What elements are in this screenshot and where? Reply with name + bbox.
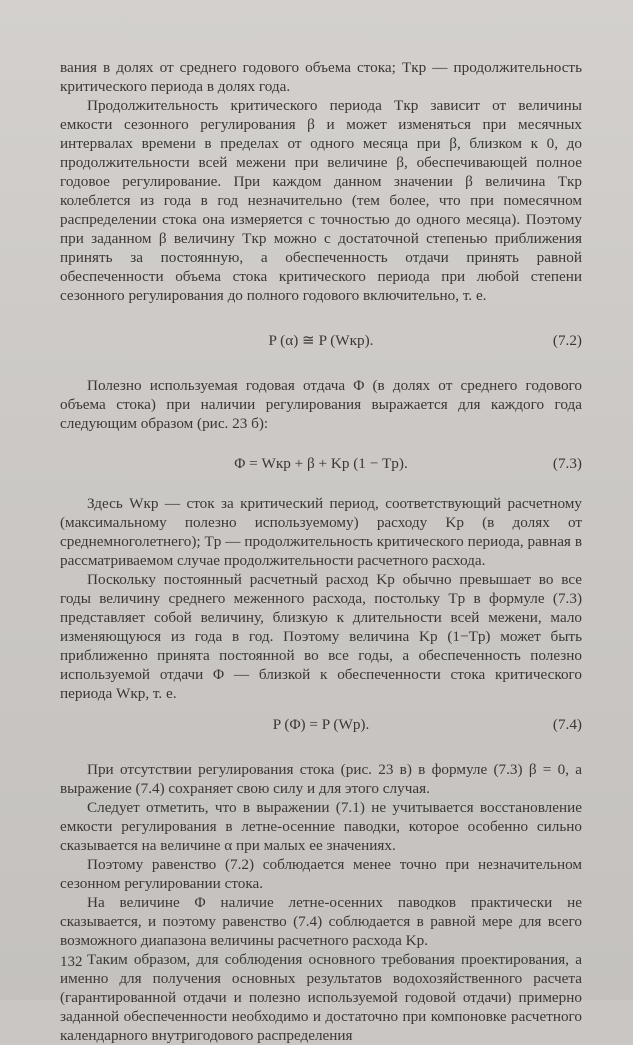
formula-number: (7.4) [552, 716, 582, 733]
page-number: 132 [60, 954, 83, 970]
paragraph-4: Здесь Wкр — сток за критический период, соответствующий расчетному (максимальному полезно используемому) расходу Kр (в долях от среднемноголетнего); Tр — продолжительность критического периода, равная в рассматриваемом случае продолжительности расчетного расхода. [60, 495, 582, 569]
formula-7-3 [60, 454, 582, 473]
paragraph-8: Поэтому равенство (7.2) соблюдается менее точно при незначительном сезонном регулировании стока. [60, 856, 582, 892]
formula-7-2 [60, 331, 582, 350]
paragraph-1: вания в долях от среднего годового объема стока; Tкр — продолжительность критического периода в долях года. [60, 59, 582, 95]
formula-expression: P (Φ) = P (Wр). [272, 716, 370, 733]
formula-number: (7.3) [552, 455, 582, 472]
paragraph-2: Продолжительность критического периода Tкр зависит от величины емкости сезонного регулирования β и может изменяться при месячных интервалах времени в пределах от одного месяца при β, близком к 0, до продолжительности всей межени при величине β, обеспечивающей полное годовое регулирование. При каждом данном значении β величина Tкр колеблется из года в год незначительно (тем более, что при помесячном распределении стока она измеряется с точностью до одного месяца). Поэтому при заданном β величину Tкр можно с достаточной степенью приближения принять за постоянную, а обеспеченность отдачи принять равной обеспеченности объема стока критического периода при любой степени сезонного регулирования до полного годового включительно, т. е. [60, 97, 582, 304]
paragraph-9: На величине Φ наличие летне-осенних паводков практически не сказывается, и поэтому равенство (7.4) соблюдается в равной мере для всего возможного диапазона величины расчетного расхода Kр. [60, 894, 582, 949]
formula-number: (7.2) [552, 332, 582, 349]
paragraph-3: Полезно используемая годовая отдача Φ (в долях от среднего годового объема стока) при наличии регулирования выражается для каждого года следующим образом (рис. 23 б): [60, 377, 582, 432]
formula-7-4 [60, 715, 582, 734]
paragraph-5: Поскольку постоянный расчетный расход Kр обычно превышает во все годы величину среднего меженного расхода, постольку Tр в формуле (7.3) представляет собой величину, близкую к длительности всей межени, мало изменяющуюся из года в год. Поэтому величина Kр (1−Tр) может быть приближенно принята постоянной во все годы, а обеспеченность полезно используемой отдачи Φ — близкой к обеспеченности стока критического периода Wкр, т. е. [60, 571, 582, 702]
paragraph-6: При отсутствии регулирования стока (рис. 23 в) в формуле (7.3) β = 0, а выражение (7.4) сохраняет свою силу и для этого случая. [60, 761, 582, 797]
page-body [60, 58, 582, 1045]
formula-expression: P (α) ≅ P (Wкр). [268, 332, 374, 349]
paragraph-10: Таким образом, для соблюдения основного требования проектирования, а именно для получения основных результатов водохозяйственного расчета (гарантированной отдачи и полезно используемой годовой отдачи) примерно заданной обеспеченности необходимо и достаточно при компоновке расчетного календарного внутригодового распределения [60, 951, 582, 1044]
formula-expression: Φ = Wкр + β + Kр (1 − Tр). [234, 455, 408, 472]
paragraph-7: Следует отметить, что в выражении (7.1) не учитывается восстановление емкости регулирования в летне-осенние паводки, которое особенно сильно сказывается на величине α при малых ее значениях. [60, 799, 582, 854]
